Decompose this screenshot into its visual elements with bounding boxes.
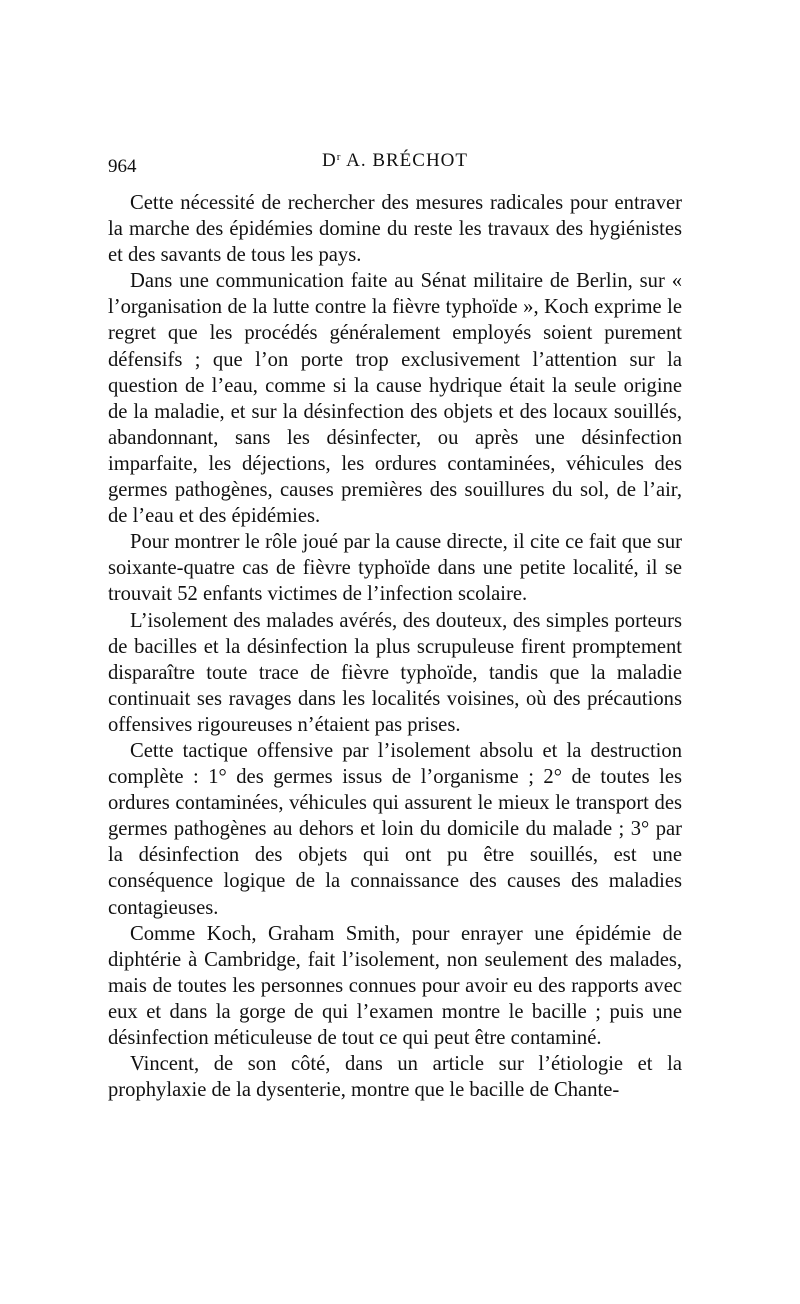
paragraph: L’isolement des malades avérés, des douteux, des simples porteurs de bacilles et la désinfection la plus scrupuleuse firent promptement disparaître toute trace de fièvre typhoïde, tandis que la maladie continuait ses ravages dans les localités voisines, où des précautions offensives rigoureuses n’étaient pas prises. [108,609,682,736]
author-name: A. BRÉCHOT [341,150,469,171]
paragraph: Cette nécessité de rechercher des mesures radicales pour entraver la marche des épidémies domine du reste les travaux des hygiénistes et des savants de tous les pays. [108,192,682,267]
book-page [108,150,682,1103]
page-header [108,150,682,182]
running-head [322,150,468,172]
paragraph: Dans une communication faite au Sénat militaire de Berlin, sur « l’organisation de la lutte contre la fièvre typhoïde », Koch exprime le regret que les procédés généralement employés soient purement défensifs ; que l’on porte trop exclusivement l’attention sur la question de l’eau, comme si la cause hydrique était la seule origine de la maladie, et sur la désinfection des objets et des locaux souillés, abandonnant, sans les désinfecter, ou après une désinfection imparfaite, les déjections, les ordures contaminées, véhicules des germes pathogènes, causes premières des souillures du sol, de l’air, de l’eau et des épidémies. [108,270,682,528]
paragraph: Cette tactique offensive par l’isolement absolu et la destruction complète : 1° des germes issus de l’organisme ; 2° de toutes les ordures contaminées, véhicules qui assurent le mieux le transport des germes pathogènes au dehors et loin du domicile du malade ; 3° par la désinfection des objets qui ont pu être souillés, est une conséquence logique de la connaissance des causes des maladies contagieuses. [108,739,682,919]
author-prefix: D [322,150,337,171]
body-text [108,190,682,1103]
paragraph: Comme Koch, Graham Smith, pour enrayer une épidémie de diphtérie à Cambridge, fait l’isolement, non seulement des malades, mais de toutes les personnes connues pour avoir eu des rapports avec eux et dans la gorge de qui l’examen montre le bacille ; puis une désinfection méticuleuse de tout ce qui peut être contaminé. [108,922,682,1049]
paragraph: Pour montrer le rôle joué par la cause directe, il cite ce fait que sur soixante-quatre cas de fièvre typhoïde dans une petite localité, il se trouvait 52 enfants victimes de l’infection scolaire. [108,531,682,606]
page-number: 964 [108,156,137,177]
author-prefix-superscript: r [336,151,342,163]
paragraph: Vincent, de son côté, dans un article sur l’étiologie et la prophylaxie de la dysenterie, montre que le bacille de Chante- [108,1053,682,1102]
